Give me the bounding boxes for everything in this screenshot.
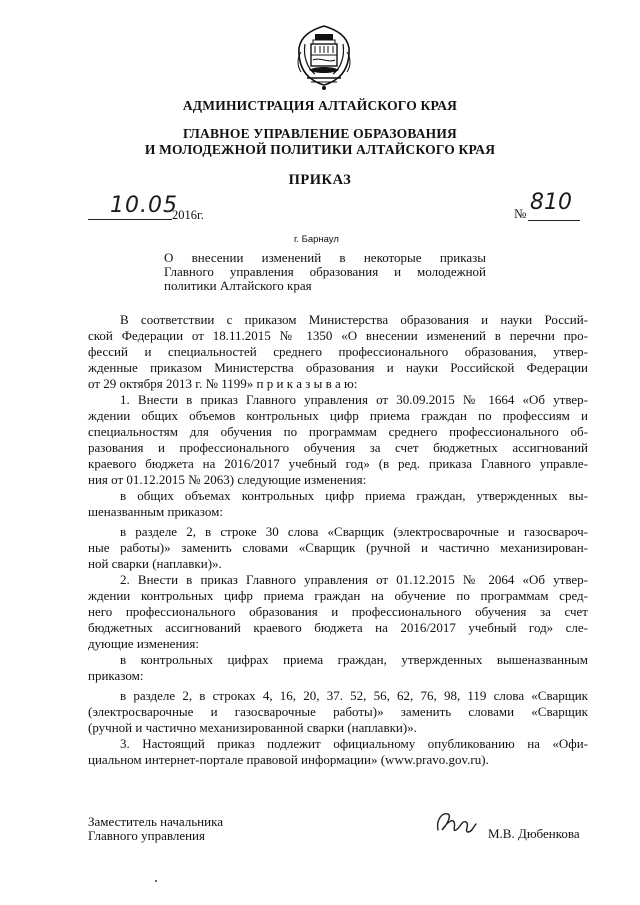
signatory-position <box>88 815 223 843</box>
body-line: 3. Настоящий приказ подлежит официальному опубликованию на «Офи- <box>120 736 588 751</box>
body-line: дующие изменения: <box>88 636 199 651</box>
scan-speck <box>155 880 157 882</box>
handwritten-signature-icon <box>432 808 480 838</box>
document-body <box>88 312 588 768</box>
body-line: бюджетных ассигнований краевого бюджета на 2016/2017 учебный год» сле- <box>88 620 588 635</box>
body-line: 2. Внести в приказ Главного управления от 01.12.2015 № 2064 «Об утвер- <box>120 572 588 587</box>
body-line: специальностям для обучения по программам среднего профессионального об- <box>88 424 588 439</box>
body-line: приказом: <box>88 668 144 683</box>
body-line: в разделе 2, в строке 30 слова «Сварщик (электросварочные и газосвароч- <box>120 524 588 539</box>
body-line: (электросварочные и газосварочные работы)» заменить словами «Сварщик <box>88 704 588 719</box>
body-line: от 29 октября 2013 г. № 1199» п р и к а з ы в а ю: <box>88 376 358 391</box>
body-line: циальном интернет-портале правовой информации» (www.pravo.gov.ru). <box>88 752 489 767</box>
body-line: в разделе 2, в строках 4, 16, 20, 37. 52, 56, 62, 76, 98, 119 слова «Сварщик <box>120 688 588 703</box>
signatory-position-line1: Заместитель начальника <box>88 814 223 829</box>
body-line: В соответствии с приказом Министерства образования и науки Россий- <box>120 312 588 327</box>
department-name-line2: И МОЛОДЕЖНОЙ ПОЛИТИКИ АЛТАЙСКОГО КРАЯ <box>144 142 496 157</box>
body-line: него профессионального образования и профессионального обучения за счет <box>88 604 588 619</box>
organization-name: АДМИНИСТРАЦИЯ АЛТАЙСКОГО КРАЯ <box>182 98 458 113</box>
handwritten-number: 810 <box>530 190 572 215</box>
department-name-line1: ГЛАВНОЕ УПРАВЛЕНИЕ ОБРАЗОВАНИЯ <box>183 126 457 141</box>
coat-of-arms-icon <box>293 22 355 94</box>
date-year: 2016г. <box>172 208 204 222</box>
body-line: 1. Внести в приказ Главного управления от 30.09.2015 № 1664 «Об утвер- <box>120 392 588 407</box>
body-line: разования и профессионального обучения за счет бюджетных ассигнований <box>88 440 588 455</box>
subject-line: О внесении изменений в некоторые приказы <box>164 250 486 265</box>
body-line: в общих объемах контрольных цифр приема граждан, утвержденных вы- <box>120 488 588 503</box>
body-line: жденные приказом Министерства образования и науки Российской Федерации <box>88 360 588 375</box>
subject-line: политики Алтайского края <box>164 278 312 293</box>
body-line: ния от 01.12.2015 № 2063) следующие изменения: <box>88 472 367 487</box>
body-line: краевого бюджета на 2016/2017 учебный год» (в ред. приказа Главного управле- <box>88 456 588 471</box>
body-line: ждении общих объемов контрольных цифр приема граждан по профессиям и <box>88 408 588 423</box>
body-line: в контрольных цифрах приема граждан, утвержденных вышеназванным <box>120 652 588 667</box>
city-label: г. Барнаул <box>294 234 339 245</box>
body-line: ждении контрольных цифр приема граждан на обучение по программам сред- <box>88 588 588 603</box>
body-line: (ручной и частично механизированной сварки (наплавки)». <box>88 720 417 735</box>
document-subject <box>164 251 486 293</box>
number-label: № <box>514 206 527 221</box>
handwritten-date: 10.05 <box>110 193 178 218</box>
signatory-name: М.В. Дюбенкова <box>488 826 580 841</box>
document-type-title: ПРИКАЗ <box>288 172 352 188</box>
body-line: ской Федерации от 18.11.2015 № 1350 «О внесении изменений в перечни про- <box>88 328 588 343</box>
subject-line: Главного управления образования и молодежной <box>164 264 486 279</box>
body-line: ные работы)» заменить словами «Сварщик (ручной и частично механизирован- <box>88 540 588 555</box>
body-line: ной сварки (наплавки)». <box>88 556 222 571</box>
department-name <box>0 126 640 158</box>
body-line: шеназванным приказом: <box>88 504 223 519</box>
signatory-position-line2: Главного управления <box>88 828 205 843</box>
body-line: фессий и специальностей среднего профессионального образования, утвер- <box>88 344 588 359</box>
